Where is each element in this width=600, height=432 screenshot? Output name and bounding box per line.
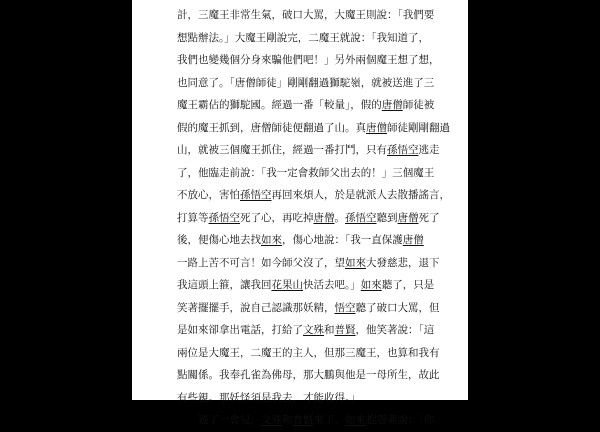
text-segment: 是如來卻拿出電話，打給了 [177, 324, 303, 336]
proper-noun-link: 孫悟空 [387, 144, 419, 156]
text-line [177, 229, 452, 252]
proper-noun-link: 悟空 [334, 301, 356, 314]
text-segment: 再回來煩人，於是就派人去散播謠言， [271, 189, 450, 201]
proper-noun-link: 唐僧 [402, 234, 424, 246]
text-segment: 逃走 [418, 144, 440, 156]
text-line [177, 184, 452, 207]
text-segment: 抱怨著說：「你 [366, 414, 435, 426]
text-segment: 打算等 [177, 211, 209, 224]
text-segment: 兩位是大魔王，二魔王的主人，但那三魔王，也算和我有 [177, 346, 440, 359]
proper-noun-link: 普賢 [292, 414, 314, 426]
text-line [177, 387, 452, 410]
text-line [177, 297, 452, 320]
proper-noun-link: 文殊 [261, 414, 282, 426]
text-segment: 不放心，害怕 [177, 189, 240, 201]
text-segment: 死了心，再吃掉 [240, 211, 314, 224]
text-line [177, 94, 452, 117]
text-segment: 師徒剛剛翻過 [387, 121, 450, 134]
proper-noun-link: 孫悟空 [345, 211, 377, 224]
text-segment: 一路上苦不可言！如今師父沒了，望 [177, 256, 345, 269]
text-line [177, 162, 452, 185]
text-line [177, 409, 452, 432]
text-segment: 快活去吧。」 [303, 279, 361, 291]
text-line [177, 139, 452, 162]
text-line [177, 207, 452, 230]
text-segment: 聽了，只是 [381, 279, 435, 291]
text-line [177, 364, 452, 387]
proper-noun-link: 如來 [360, 279, 382, 291]
text-segment: 我這頭上箍，讓我回 [177, 279, 272, 291]
text-segment: 假的魔王抓到，唐僧師徒便翻過了山。真 [177, 121, 366, 134]
text-segment: 魔王霸佔的獅駝國。經過一番「較量」，假的 [177, 99, 382, 111]
text-segment: ，他笑著說：「這 [355, 324, 435, 336]
text-line [177, 319, 452, 342]
document-page [132, 0, 468, 426]
text-segment: 師徒被 [402, 99, 435, 111]
text-line [177, 72, 452, 95]
text-line [177, 252, 452, 275]
proper-noun-link: 孫悟空 [208, 211, 240, 224]
text-segment: 山，就被三個魔王抓住，經過一番打鬥，只有 [177, 144, 387, 156]
proper-noun-link: 如來 [345, 256, 366, 269]
text-segment: 有些親。那妖怪須是我去，才能收得。」 [177, 391, 361, 404]
proper-noun-link: 唐僧 [313, 211, 335, 224]
proper-noun-link: 唐僧 [381, 99, 403, 111]
text-line [177, 274, 452, 297]
proper-noun-link: 如來 [345, 414, 366, 426]
text-segment: 來了， [313, 414, 345, 426]
text-line [177, 27, 452, 50]
text-segment: 和 [282, 414, 293, 426]
proper-noun-link: 普賢 [334, 324, 356, 336]
text-line [177, 4, 452, 27]
text-segment: 笑著擺擺手，說自己認識那妖精， [177, 301, 335, 314]
proper-noun-link: 花果山 [271, 279, 303, 291]
text-segment: 也同意了。「唐僧師徒」剛剛翻過獅駝嶺，就被送進了三 [177, 76, 435, 89]
proper-noun-link: 文殊 [303, 324, 324, 336]
text-segment: 聽到 [376, 211, 398, 224]
text-segment: 後，便傷心地去找 [177, 234, 261, 246]
proper-noun-link: 唐僧 [397, 211, 419, 224]
text-segment: 了，他臨走前說：「我一定會救師父出去的！」三個魔王 [177, 166, 435, 179]
text-segment: 點關係。我奉孔雀為佛母，那大鵬與他是一母所生，故此 [177, 369, 440, 381]
text-line [177, 49, 452, 72]
text-segment: 想點辦法。」大魔王剛說完，二魔王就說：「我知道了， [177, 31, 429, 44]
proper-noun-link: 如來 [261, 234, 282, 246]
text-segment: 大發慈悲，退下 [366, 256, 440, 269]
text-line [177, 342, 452, 365]
text-segment: 我們也變幾個分身來騙他們吧！」另外兩個魔王想了想， [177, 54, 440, 66]
text-segment: 過了一會兒， [198, 414, 261, 426]
text-segment: 計，三魔王非常生氣，破口大罵，大魔王則說：「我們要 [177, 9, 435, 21]
proper-noun-link: 唐僧 [366, 121, 387, 134]
text-segment: 和 [324, 324, 335, 336]
proper-noun-link: 孫悟空 [240, 189, 272, 201]
document-text [177, 4, 452, 432]
text-segment: 聽了破口大罵，但 [355, 301, 440, 314]
text-line [177, 117, 452, 140]
text-segment: 死了 [418, 211, 440, 224]
text-segment: ，傷心地說：「我一直保護 [282, 234, 403, 246]
text-segment: 。 [334, 211, 345, 224]
